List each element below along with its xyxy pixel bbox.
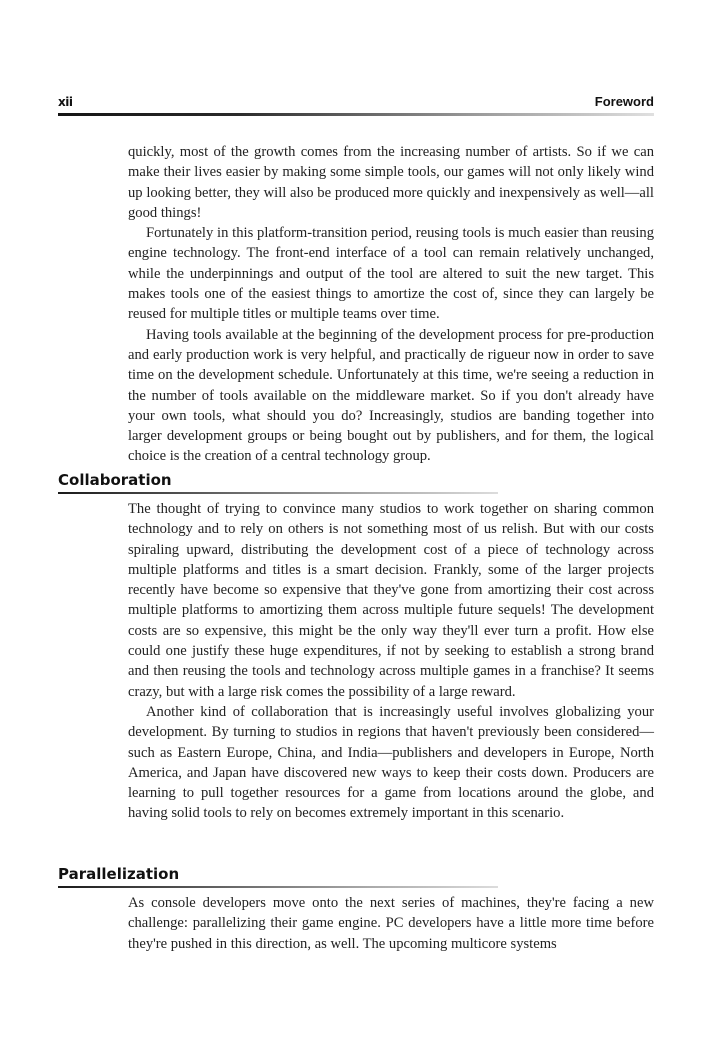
running-header: [58, 94, 654, 116]
section-heading-rule: [58, 886, 498, 888]
section-heading-rule: [58, 492, 498, 494]
section-heading-text: Parallelization: [58, 865, 180, 883]
running-header-title: Foreword: [594, 94, 654, 109]
section-heading-collaboration: [58, 471, 558, 494]
paragraph: The thought of trying to convince many studios to work together on sharing common technology and to rely on others is not something most of us relish. But with our costs spiraling upward, distributing the development cost of a piece of technology across multiple platforms and titles is a smart decision. Frankly, some of the larger projects recently have become so expensive that they've gone from amortizing their cost across multiple platforms to amortizing them across multiple future sequels! The development costs are so expensive, this might be the only way they'll ever turn a profit. How else could one justify these huge expenditures, if not by seeking to establish a strong brand and then reusing the tools and technology across multiple games in a franchise? It seems crazy, but with a large risk comes the possibility of a large reward.: [128, 501, 654, 700]
section-heading-parallelization: [58, 865, 558, 888]
paragraph: quickly, most of the growth comes from the increasing number of artists. So if we can make their lives easier by making some simple tools, our games will not only likely wind up looking better, they will also be produced more quickly and inexpensively as well—all good things!: [128, 144, 654, 221]
section-heading-text: Collaboration: [58, 471, 172, 489]
paragraph: As console developers move onto the next series of machines, they're facing a new challenge: parallelizing their game engine. PC developers have a little more time before they're pushed in this direction, as well. The upcoming multicore systems: [128, 895, 654, 952]
section-body-parallelization: [128, 893, 654, 954]
paragraph: Fortunately in this platform-transition period, reusing tools is much easier than reusing engine technology. The front-end interface of a tool can remain relatively unchanged, while the underpinnings and output of the tool are altered to suit the new target. This makes tools one of the easiest things to amortize the cost of, since they can largely be reused for multiple titles or multiple teams over time.: [128, 225, 654, 323]
section-body-intro: [128, 142, 654, 467]
paragraph: Another kind of collaboration that is increasingly useful involves globalizing your development. By turning to studios in regions that haven't previously been considered—such as Eastern Europe, China, and India—publishers and developers in Europe, North America, and Japan have discovered new ways to keep their costs down. Producers are learning to pull together resources for a game from locations around the globe, and having solid tools to rely on becomes extremely important in this scenario.: [128, 703, 654, 822]
page-number: xii: [58, 95, 73, 109]
header-rule: [58, 113, 654, 116]
paragraph: Having tools available at the beginning of the development process for pre-production and early production work is very helpful, and practically de rigueur now in order to save time on the development schedule. Unfortunately at this time, we're seeing a reduction in the number of tools available on the middleware market. So if you don't already have your own tools, what should you do? Increasingly, studios are banding together into larger development groups or being bought out by publishers, and for them, the logical choice is the creation of a central technology group.: [128, 326, 654, 465]
section-body-collaboration: [128, 499, 654, 824]
